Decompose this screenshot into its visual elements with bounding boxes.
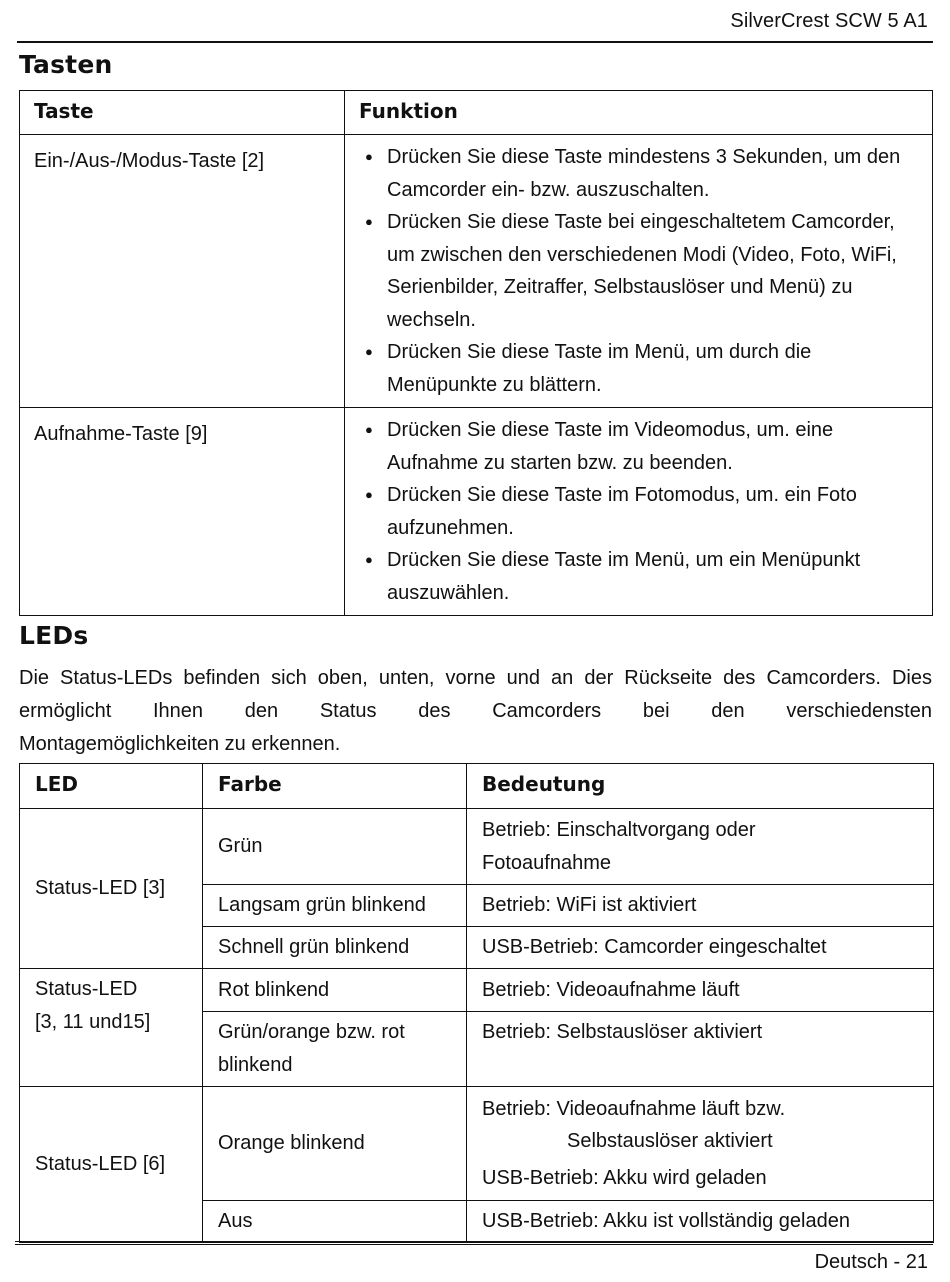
- intro-line: Die Status-LEDs befinden sich oben, unten, vorne und an der Rückseite des Camcorders. Dies: [19, 667, 932, 689]
- led-name: [20, 969, 203, 1087]
- intro-line: Montagemöglichkeiten zu erkennen.: [19, 733, 341, 755]
- column-header-taste: Taste: [20, 91, 345, 135]
- footer-rule: [15, 1241, 933, 1242]
- table-header-row: [20, 91, 933, 135]
- meaning-line: Fotoaufnahme: [482, 851, 611, 874]
- function-list-cell: [345, 135, 933, 408]
- list-item: ● Drücken Sie diese Taste im Fotomodus, um. ein Foto aufzunehmen.: [365, 479, 918, 544]
- led-meaning: USB-Betrieb: Camcorder eingeschaltet: [467, 927, 934, 969]
- footer-rule: [15, 1244, 933, 1245]
- key-name: Aufnahme-Taste [9]: [20, 408, 345, 616]
- column-header-funktion: Funktion: [345, 91, 933, 135]
- table-row: [20, 809, 934, 885]
- page-header: SilverCrest SCW 5 A1: [730, 10, 928, 32]
- led-color: Schnell grün blinkend: [203, 927, 467, 969]
- function-list: [365, 414, 918, 609]
- leds-intro-paragraph: [19, 662, 932, 761]
- column-header-led: LED: [20, 764, 203, 809]
- led-color: [203, 1012, 467, 1087]
- led-name: Status-LED [3]: [20, 809, 203, 969]
- list-item: ● Drücken Sie diese Taste im Menü, um ein Menüpunkt auszuwählen.: [365, 544, 918, 609]
- led-meaning: Betrieb: Videoaufnahme läuft: [467, 969, 934, 1012]
- table-row: [20, 408, 933, 616]
- list-item: ● Drücken Sie diese Taste mindestens 3 Sekunden, um den Camcorder ein- bzw. auszuschalten.: [365, 141, 918, 206]
- meaning-line: Betrieb: Videoaufnahme läuft bzw.: [482, 1097, 786, 1120]
- led-meaning: [467, 809, 934, 885]
- led-color: Aus: [203, 1201, 467, 1243]
- list-item: ● Drücken Sie diese Taste bei eingeschaltetem Camcorder, um zwischen den verschiedenen Modi (Video, Foto, WiFi, Serienbilder, Zeitraffer, Selbstauslöser und Menü) zu wechseln.: [365, 206, 918, 336]
- list-item: ● Drücken Sie diese Taste im Menü, um durch die Menüpunkte zu blättern.: [365, 336, 918, 401]
- color-line: blinkend: [218, 1053, 293, 1076]
- keys-table: [19, 90, 933, 616]
- led-name-line: [3, 11 und15]: [35, 1010, 151, 1033]
- table-header-row: [20, 764, 934, 809]
- meaning-line: [482, 1125, 918, 1158]
- column-header-bedeutung: Bedeutung: [467, 764, 934, 809]
- section-title-leds: LEDs: [19, 621, 89, 650]
- led-color: Orange blinkend: [203, 1087, 467, 1201]
- led-table: [19, 763, 934, 1243]
- intro-line: ermöglicht Ihnen den Status des Camcorders bei den verschiedensten: [19, 700, 932, 722]
- led-color: Rot blinkend: [203, 969, 467, 1012]
- table-row: [20, 135, 933, 408]
- led-meaning: USB-Betrieb: Akku ist vollständig geladen: [467, 1201, 934, 1243]
- led-color: Grün: [203, 809, 467, 885]
- led-meaning: Betrieb: Selbstauslöser aktiviert: [467, 1012, 934, 1087]
- led-meaning: [467, 1087, 934, 1201]
- led-name: Status-LED [6]: [20, 1087, 203, 1243]
- function-list: [365, 141, 918, 401]
- table-row: [20, 969, 934, 1012]
- section-title-tasten: Tasten: [19, 50, 113, 79]
- color-line: Grün/orange bzw. rot: [218, 1021, 405, 1043]
- key-name: Ein-/Aus-/Modus-Taste [2]: [20, 135, 345, 408]
- page-footer: Deutsch - 21: [814, 1251, 928, 1273]
- meaning-line: Betrieb: Einschaltvorgang oder: [482, 819, 756, 841]
- meaning-line: USB-Betrieb: Akku wird geladen: [482, 1166, 767, 1189]
- header-rule: [17, 41, 933, 43]
- function-list-cell: [345, 408, 933, 616]
- table-row: [20, 1087, 934, 1201]
- led-meaning: Betrieb: WiFi ist aktiviert: [467, 885, 934, 927]
- column-header-farbe: Farbe: [203, 764, 467, 809]
- led-color: Langsam grün blinkend: [203, 885, 467, 927]
- meaning-line-indented: Selbstauslöser aktiviert: [567, 1130, 773, 1153]
- led-name-line: Status-LED: [35, 978, 138, 1000]
- list-item: ● Drücken Sie diese Taste im Videomodus, um. eine Aufnahme zu starten bzw. zu beenden.: [365, 414, 918, 479]
